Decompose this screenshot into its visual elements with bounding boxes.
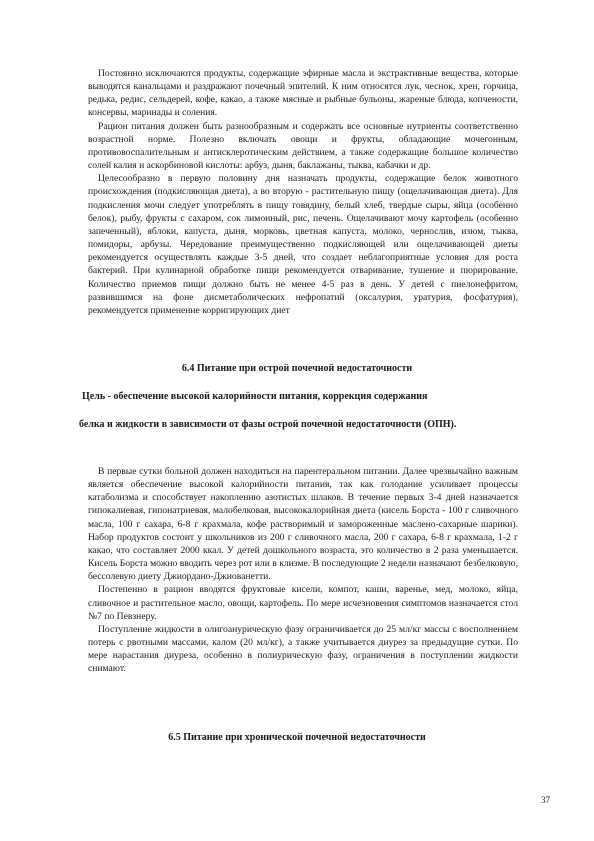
section-heading-6-5: 6.5 Питание при хронической почечной недостаточности — [168, 732, 426, 743]
page-number: 37 — [541, 795, 550, 805]
paragraph-excluded-products: Постоянно исключаются продукты, содержащие эфирные масла и экстрактивные вещества, которые выводятся канальцами и раздражают почечный эпителий. К ним относятся лук, чеснок, хрен, горчица, редька, редис, сельдерей, кофе, какао, а также мясные и рыбные бульоны, жареные блюда, копчености, консервы, маринады и соления. — [88, 68, 518, 119]
paragraph-fluid-intake: Поступление жидкости в олигоанурическую фазу ограничивается до 25 мл/кг массы с восполнением потерь с рвотными массами, калом (20 мл/кг), а также учитывается диурез за предыдущие сутки. По мере нарастания диуреза, особенно в полиурическую фазу, ограничения в поступлении жидкости снимают. — [88, 623, 518, 675]
text-block-diet-general — [88, 67, 518, 317]
section-heading-6-4: 6.4 Питание при острой почечной недостаточности — [181, 363, 413, 374]
paragraph-first-days: В первые сутки больной должен находиться на парентеральном питании. Далее чрезвычайно важным является обеспечение высокой калорийности питания, так как голодание усиливает процессы катаболизма и способствует накоплению азотистых шлаков. В течение первых 3-4 дней назначается гипокалиевая, гипонатриевая, малобелковая, высококалорийная диета (кисель Борста - 100 г сливочного масла, 100 г сахара, 6-8 г крахмала, кофе растворимый и замороженные маслено-сахарные шарики). Набор продуктов состоит у школьников из 200 г сливочного масла, 200 г сахара, 6-8 г крахмала, 1-2 г какао, что составляет 2000 ккал. У детей дошкольного возраста, это количество в 2 раза уменьшается. Кисель Борста можно вводить через рот или в клизме. В последующие 2 недели назначают безбелковую, бессолевую диету Джиордано-Джиованетти. — [88, 466, 518, 583]
goal-line-1: Цель - обеспечение высокой калорийности питания, коррекция содержания — [82, 391, 428, 402]
paragraph-diet-nutrients: Рацион питания должен быть разнообразным и содержать все основные нутриенты соответственно возрастной норме. Полезно включать овощи и фрукты, обладающие мочегонным, противовоспалительным и антисклеротическим действием, а также содержащие большое количество солей калия и аскорбиновой кислоты: арбуз, дыня, баклажаны, тыква, кабачки и др. — [88, 120, 518, 172]
paragraph-gradual-introduction: Постепенно в рацион вводятся фруктовые кисели, компот, каши, варенье, мед, молоко, яйца, сливочное и растительное масло, овощи, картофель. По мере исчезновения симптомов назначается стол №7 по Певзнеру. — [88, 584, 518, 622]
goal-line-2: белка и жидкости в зависимости от фазы острой почечной недостаточности (ОПН). — [79, 419, 457, 430]
text-block-acute-renal — [88, 465, 518, 676]
paragraph-acidifying-alkalizing: Целесообразно в первую половину дня назначать продукты, содержащие белок животного происхождения (подкисляющая диета), а во вторую - растительную пищу (ощелачивающая диета). Для подкисления мочи следует употреблять в пищу говядину, белый хлеб, твердые сыры, яйца (особенно белок), рыбу, фрукты с сахаром, сок лимонный, рис, печень. Ощелачивают мочу картофель (особенно запеченный), яблоки, капуста, дыня, морковь, цветная капуста, молоко, чернослив, изюм, тыква, помидоры, арбузы. Чередование преимущественно подкисляющей или ощелачивающей диеты рекомендуется осуществлять каждые 3-5 дней, что создает неблагоприятные условия для роста бактерий. При кулинарной обработке пищи рекомендуется отваривание, тушение и пюрирование. Количество приемов пищи должно быть не менее 4-5 раз в день. У детей с пиелонефритом, развившимся на фоне дисметаболических нефропатий (оксалурия, уратурия, фосфатурия), рекомендуется применение корригирующих диет — [88, 173, 518, 316]
